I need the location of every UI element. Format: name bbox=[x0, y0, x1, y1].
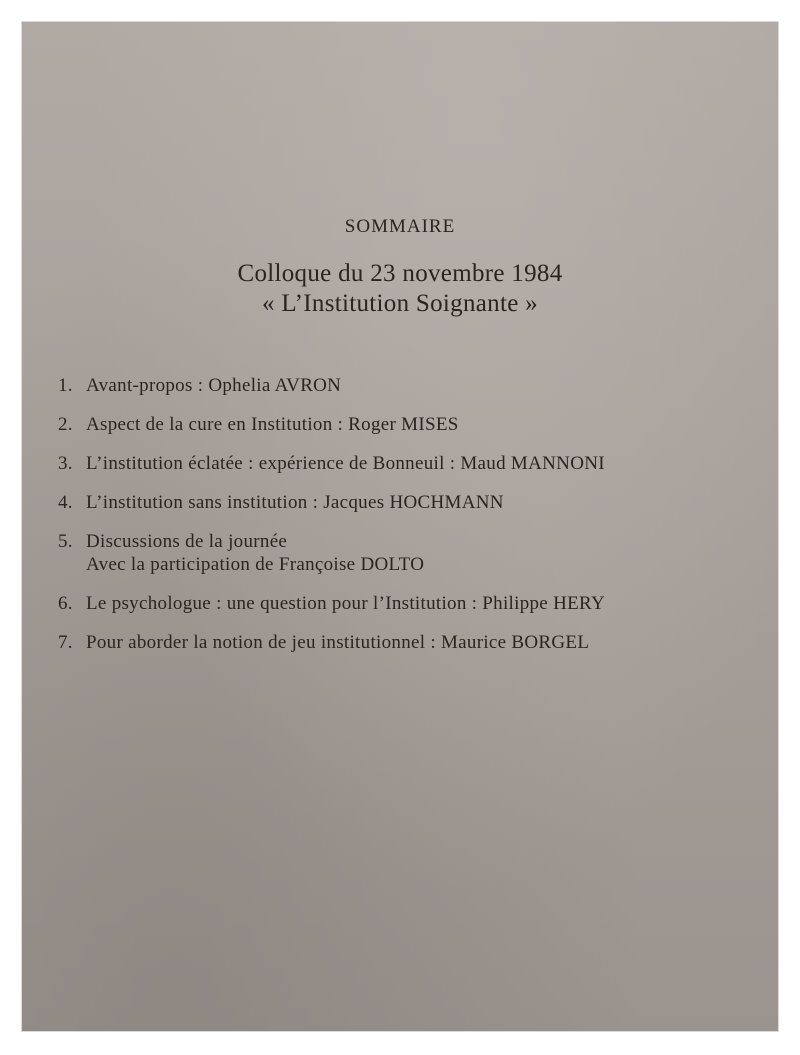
toc-item-text: Aspect de la cure en Institution : Roger MISES bbox=[86, 414, 459, 435]
page-heading: SOMMAIRE bbox=[344, 216, 456, 237]
toc-item bbox=[58, 374, 758, 397]
table-of-contents bbox=[58, 374, 758, 670]
toc-item-number: 4. bbox=[58, 492, 73, 513]
toc-item-number: 3. bbox=[58, 453, 73, 474]
toc-item bbox=[58, 530, 758, 576]
toc-item-number: 6. bbox=[58, 593, 73, 614]
toc-item-text: Pour aborder la notion de jeu institutionnel : Maurice BORGEL bbox=[86, 632, 590, 653]
toc-item bbox=[58, 452, 758, 475]
title-line-2: « L’Institution Soignante » bbox=[262, 290, 538, 317]
toc-item-number: 1. bbox=[58, 375, 73, 396]
toc-item bbox=[58, 592, 758, 615]
printed-page bbox=[22, 22, 778, 1031]
toc-item-text: L’institution éclatée : expérience de Bonneuil : Maud MANNONI bbox=[86, 453, 605, 474]
toc-item bbox=[58, 491, 758, 514]
toc-item-text: Discussions de la journée bbox=[86, 531, 288, 552]
toc-item-text-continued: Avec la participation de Françoise DOLTO bbox=[86, 554, 425, 575]
toc-item-text: Le psychologue : une question pour l’Institution : Philippe HERY bbox=[86, 593, 605, 614]
toc-item-number: 5. bbox=[58, 531, 73, 552]
toc-item bbox=[58, 631, 758, 654]
toc-item-text: L’institution sans institution : Jacques HOCHMANN bbox=[86, 492, 504, 513]
toc-item-text: Avant-propos : Ophelia AVRON bbox=[86, 375, 342, 396]
toc-item bbox=[58, 413, 758, 436]
toc-item-number: 2. bbox=[58, 414, 73, 435]
title-line-1: Colloque du 23 novembre 1984 bbox=[237, 260, 563, 287]
toc-item-number: 7. bbox=[58, 632, 73, 653]
